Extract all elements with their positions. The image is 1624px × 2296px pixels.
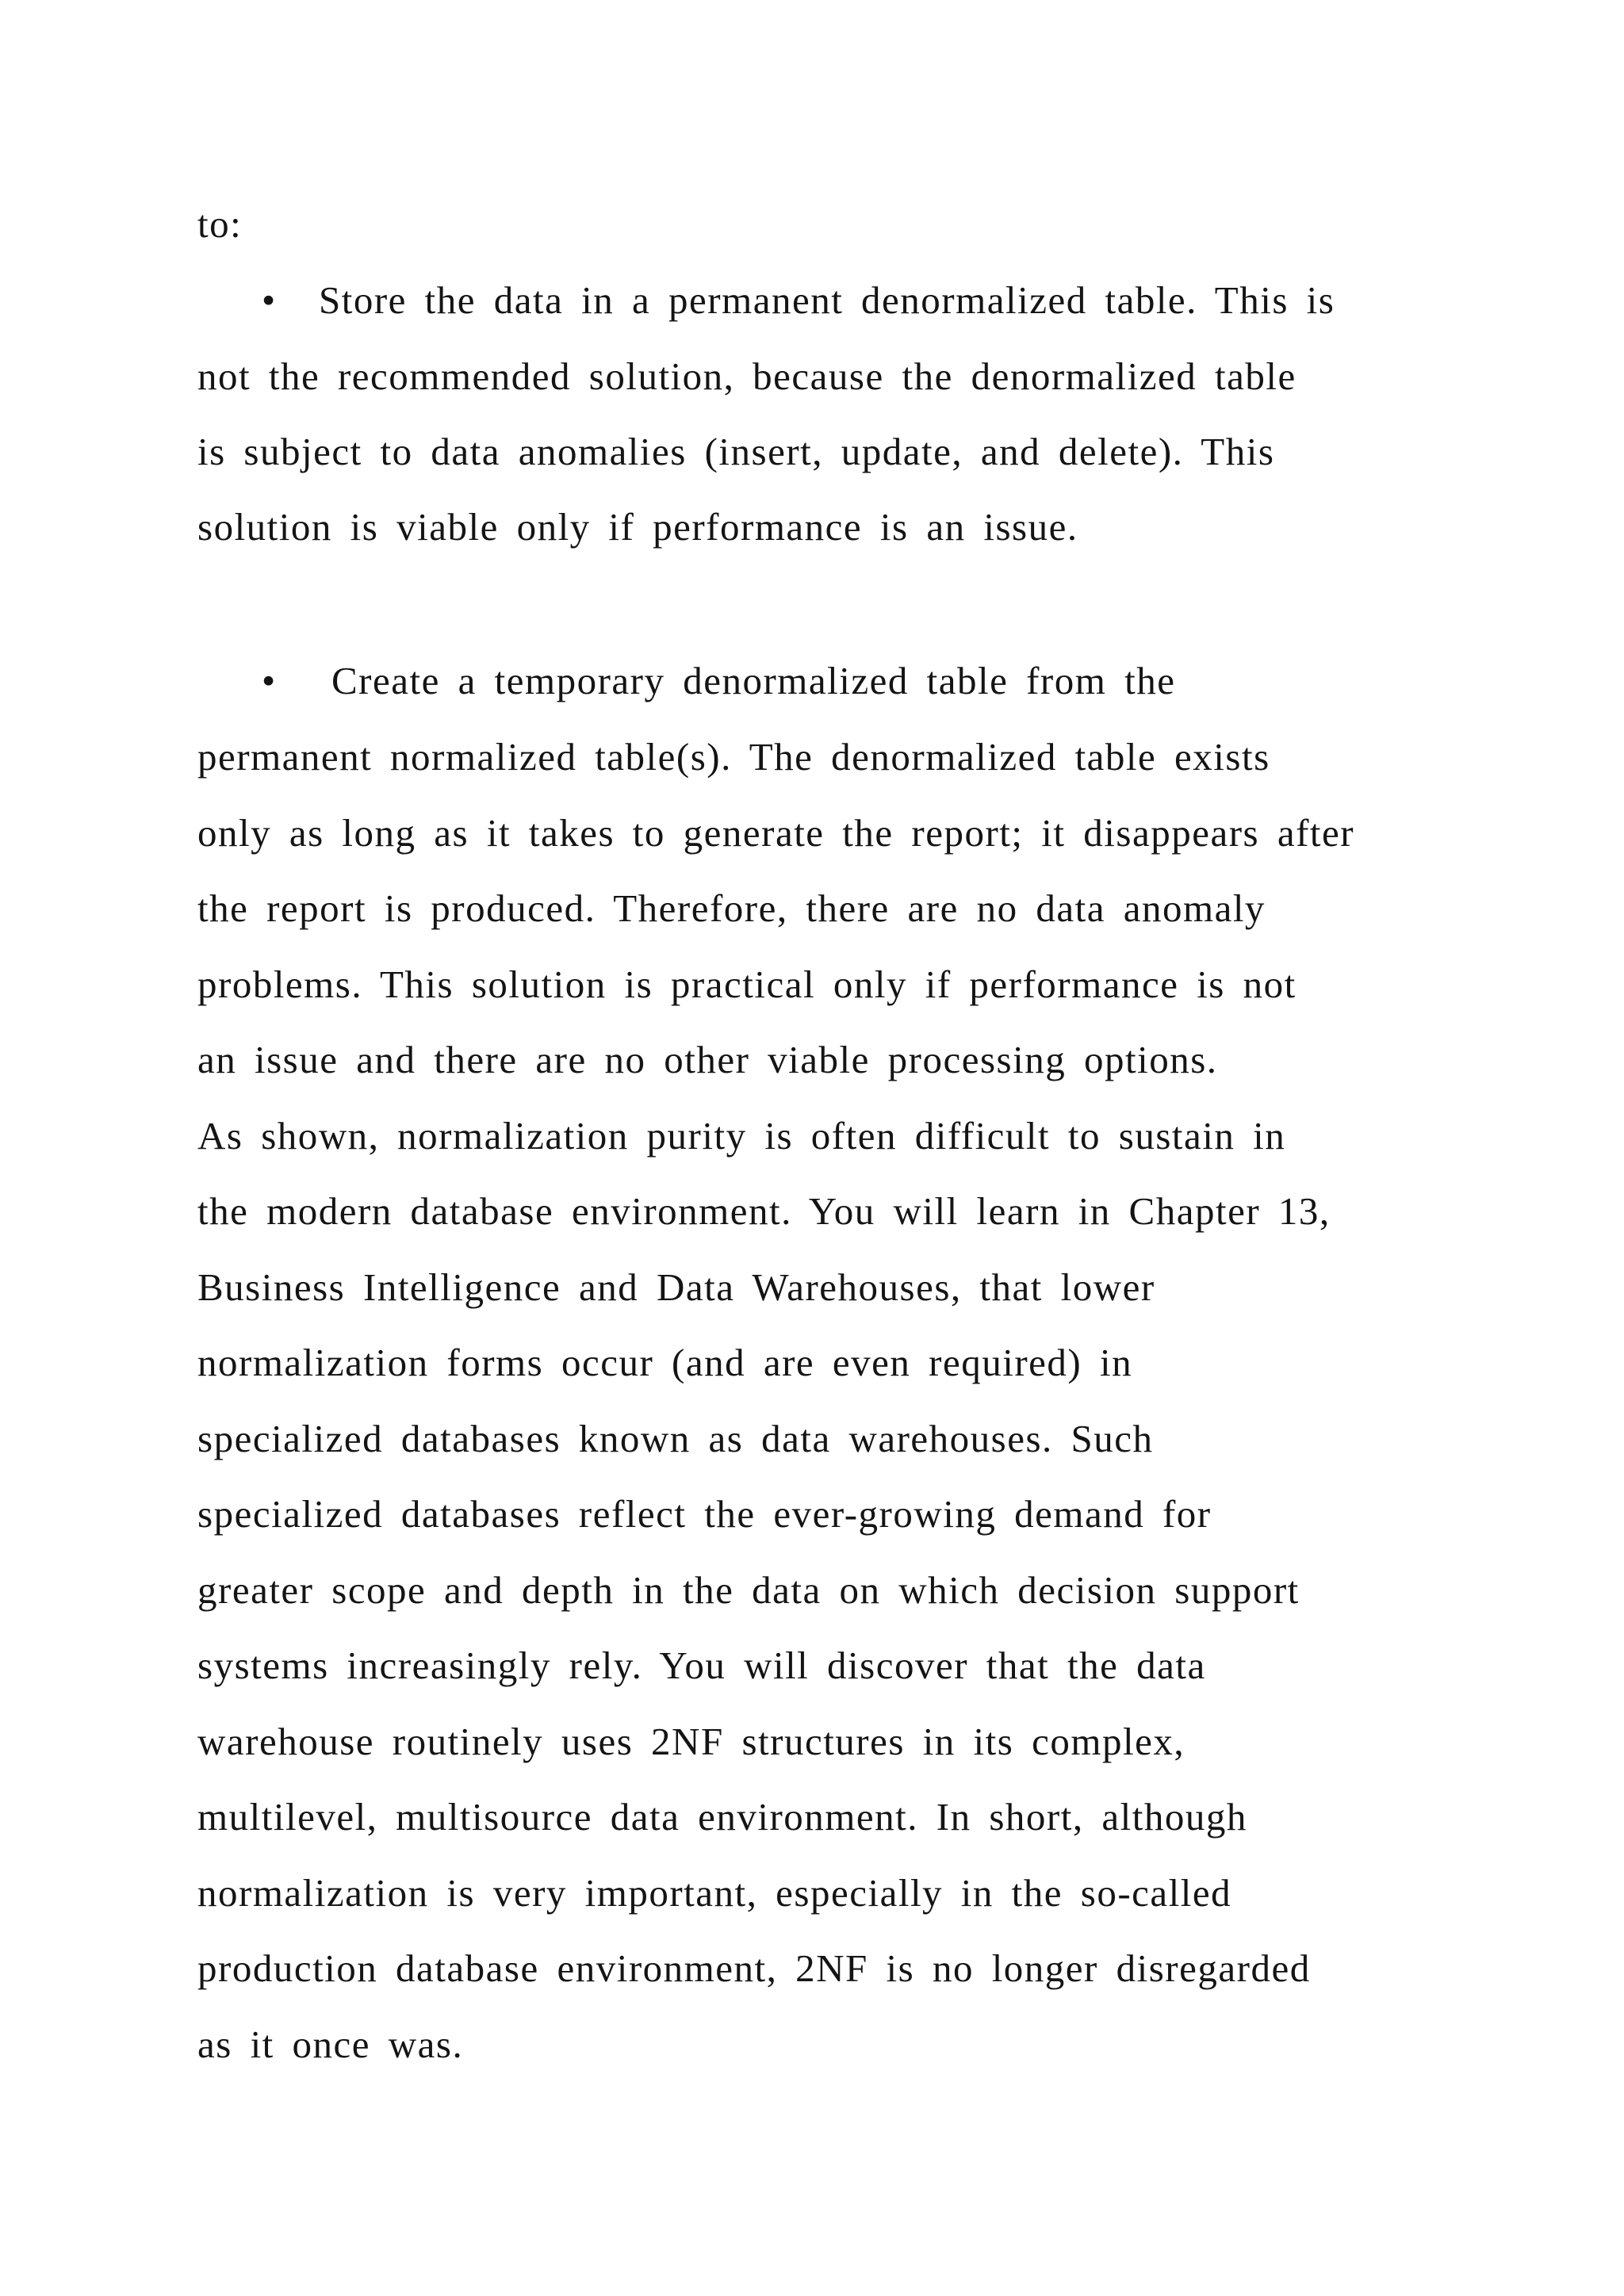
bullet-1-line-2: not the recommended solution, because the denormalized table [197,354,1297,398]
bullet-1-first-line [262,278,1335,322]
paragraph-line-8: systems increasingly rely. You will discover that the data [197,1644,1206,1687]
paragraph-line-10: multilevel, multisource data environment. In short, although [197,1795,1247,1839]
paragraph-line-9: warehouse routinely uses 2NF structures in its complex, [197,1720,1185,1763]
bullet-2-line-6: an issue and there are no other viable processing options. [197,1038,1218,1081]
paragraph-line-12: production database environment, 2NF is no longer disregarded [197,1946,1311,1990]
paragraph-line-2: the modern database environment. You will learn in Chapter 13, [197,1189,1331,1233]
bullet-2-mark: • [262,659,277,702]
bullet-2-line-3: only as long as it takes to generate the report; it disappears after [197,811,1355,855]
paragraph-line-1: As shown, normalization purity is often difficult to sustain in [197,1114,1286,1158]
paragraph-line-6: specialized databases reflect the ever-growing demand for [197,1492,1212,1536]
paragraph-line-5: specialized databases known as data warehouses. Such [197,1417,1154,1460]
bullet-2-line-5: problems. This solution is practical only if performance is not [197,962,1297,1006]
paragraph-line-7: greater scope and depth in the data on which decision support [197,1568,1300,1612]
bullet-1-line-1: Store the data in a permanent denormalized table. This is [319,278,1335,322]
bullet-2-first-line [262,661,1175,700]
bullet-1-mark: • [262,278,277,322]
paragraph-line-11: normalization is very important, especially in the so-called [197,1871,1232,1915]
paragraph-line-4: normalization forms occur (and are even required) in [197,1341,1133,1384]
bullet-1-line-4: solution is viable only if performance is an issue. [197,505,1078,549]
bullet-2-line-4: the report is produced. Therefore, there are no data anomaly [197,886,1266,930]
bullet-1-line-3: is subject to data anomalies (insert, update, and delete). This [197,430,1275,473]
bullet-2-line-1: Create a temporary denormalized table from the [331,659,1176,702]
bullet-2-line-2: permanent normalized table(s). The denormalized table exists [197,735,1270,779]
paragraph-line-13: as it once was. [197,2022,464,2066]
paragraph-line-3: Business Intelligence and Data Warehouses, that lower [197,1265,1155,1309]
intro-text: to: [197,202,243,246]
